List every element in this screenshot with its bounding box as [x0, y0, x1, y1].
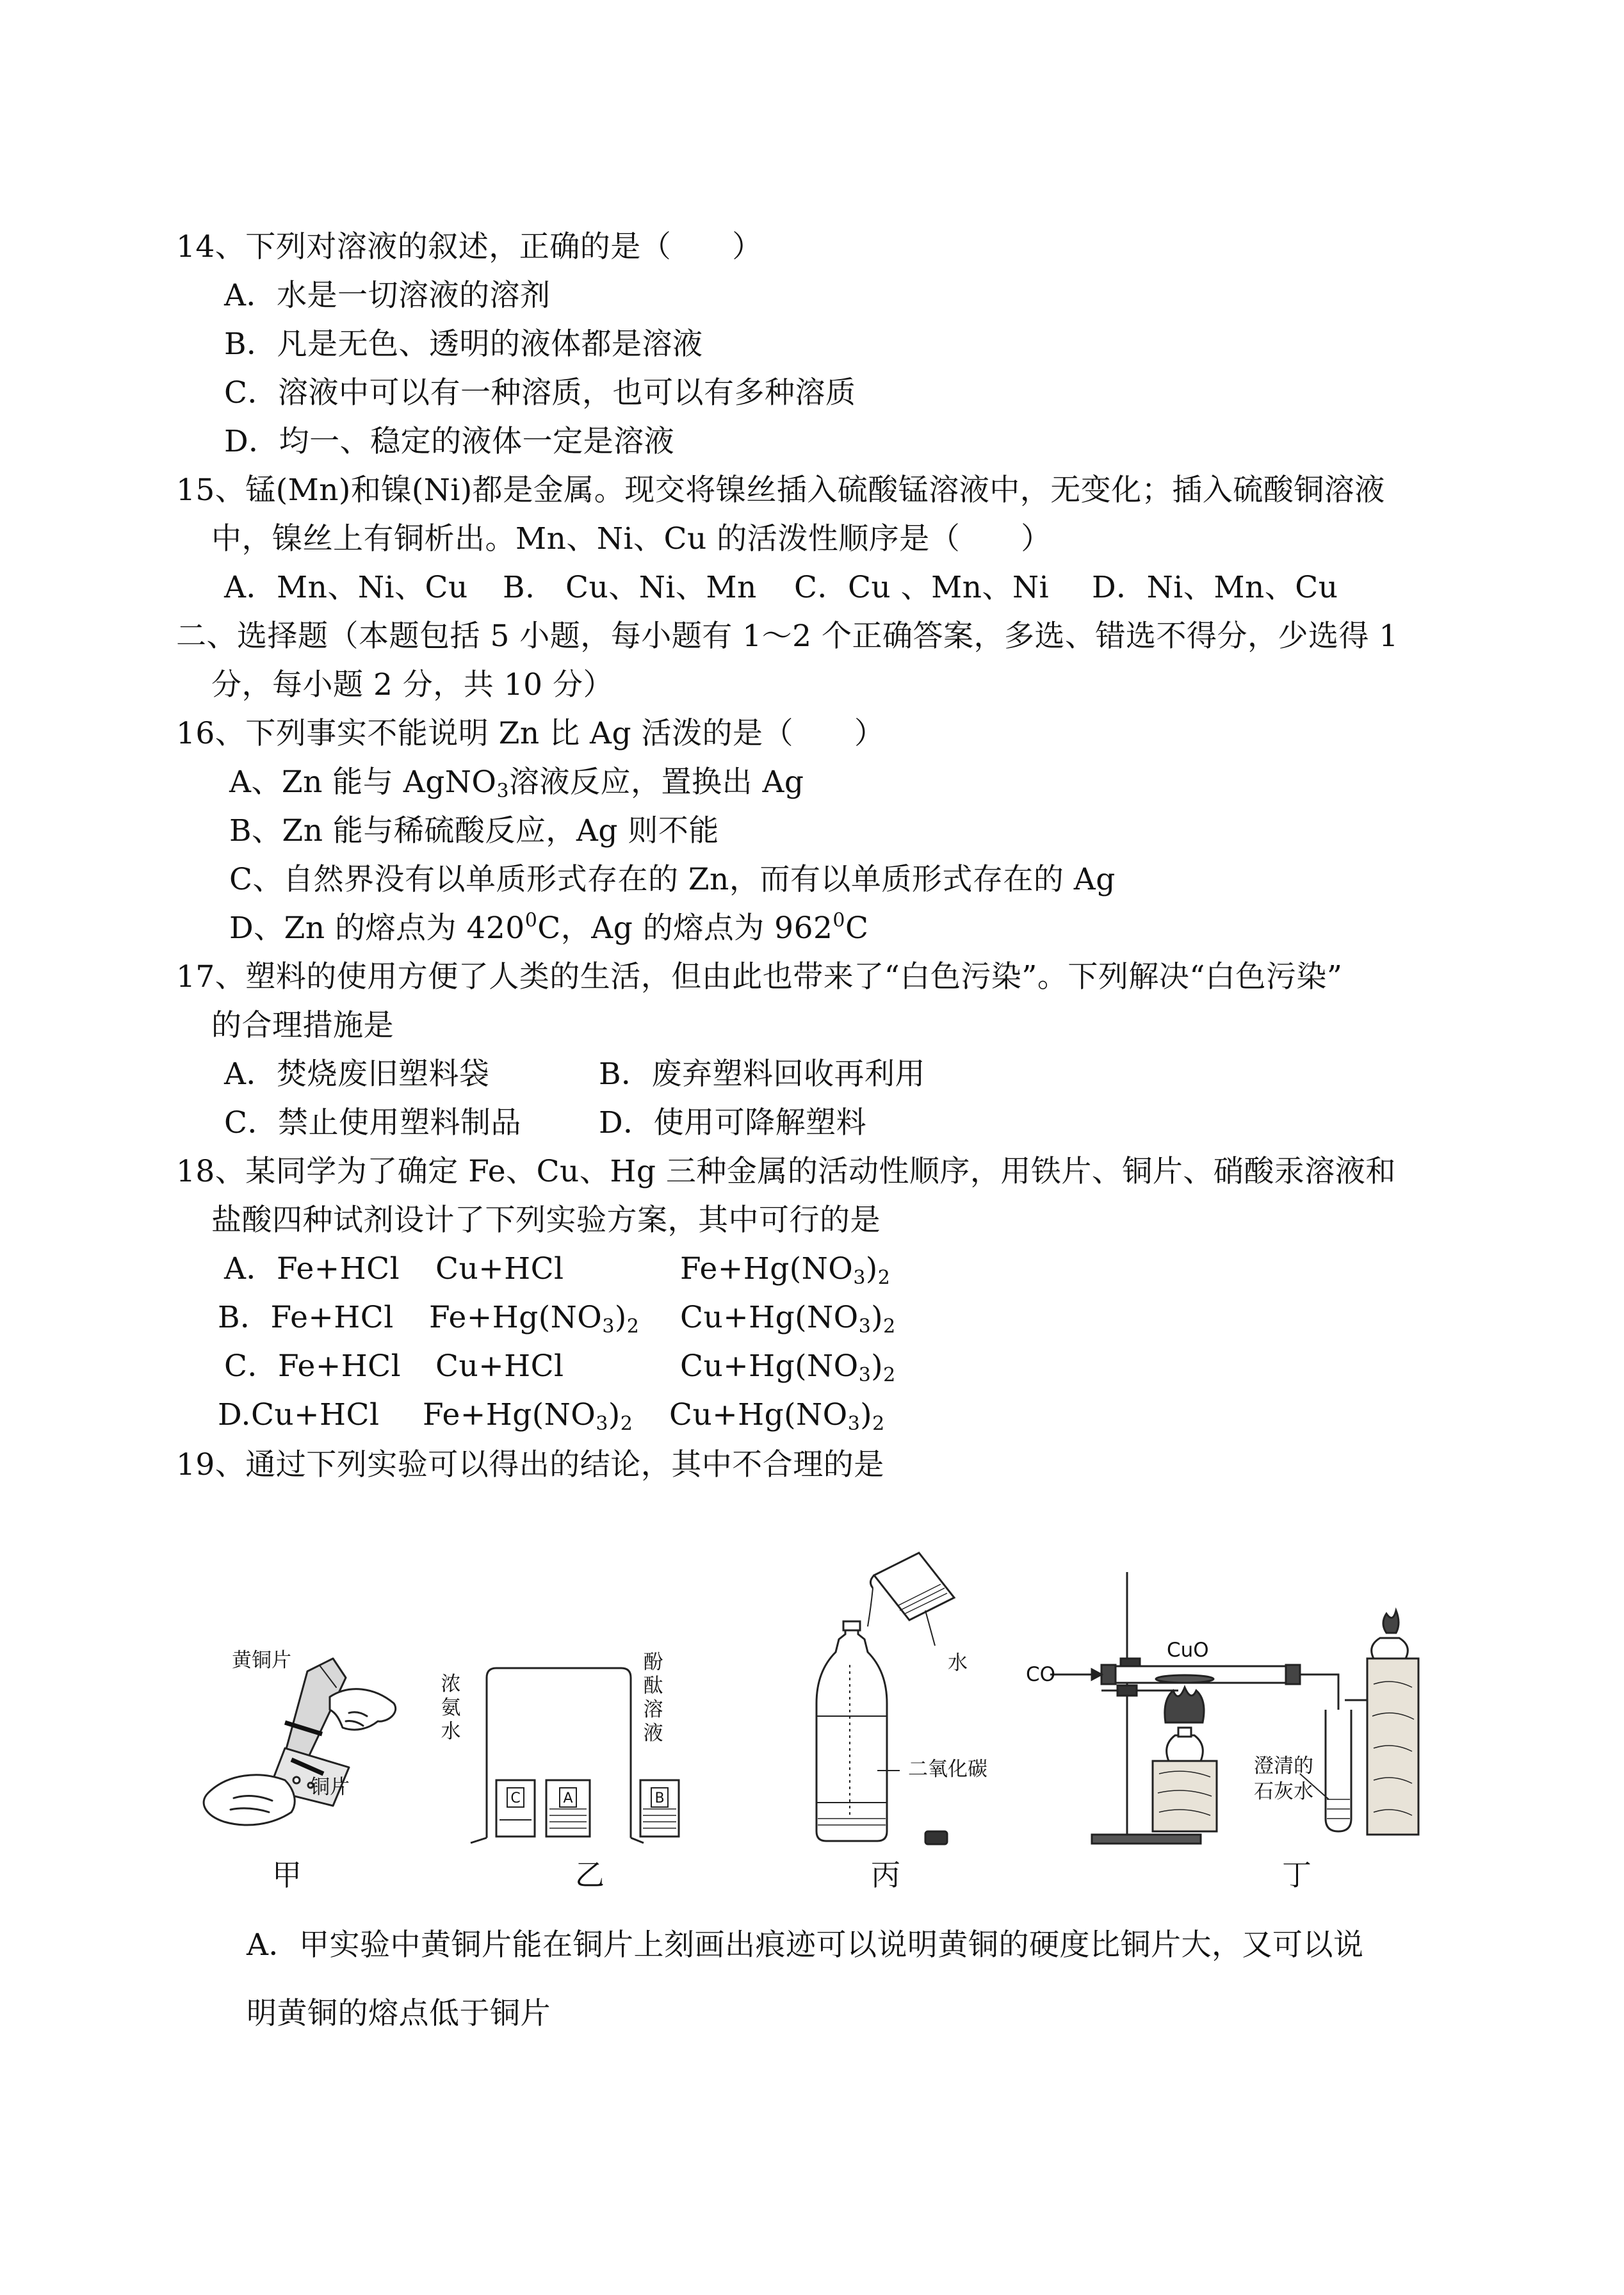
label-water: 水 [948, 1651, 968, 1675]
figure-yi-caption: 乙 [575, 1858, 605, 1892]
label-cuo: CuO [1167, 1639, 1209, 1662]
label-phenolphthalein: 酚酞溶液 [643, 1651, 663, 1745]
label-brass-strip: 黄铜片 [232, 1649, 291, 1672]
q16-option-a: A、Zn 能与 AgNO$_3$溶液反应，置换出 Ag [229, 765, 804, 802]
q19-option-a-line1: A．甲实验中黄铜片能在铜片上刻画出痕迹可以说明黄铜的硬度比铜片大，又可以说 [247, 1927, 1364, 1963]
q18-stem-line1: 18、某同学为了确定 Fe、Cu、Hg 三种金属的活动性顺序，用铁片、铜片、硝酸汞溶液和 [176, 1154, 1396, 1189]
q15-option-c: C．Cu 、Mn、Ni [794, 570, 1050, 605]
figure-bing-caption: 丙 [871, 1858, 900, 1892]
q15-option-b: B. Cu、Ni、Mn [503, 570, 757, 605]
q15-option-a: A．Mn、Ni、Cu [224, 570, 468, 605]
q19-stem: 19、通过下列实验可以得出的结论，其中不合理的是 [176, 1447, 884, 1482]
q15-stem-line2: 中，镍丝上有铜析出。Mn、Ni、Cu 的活泼性顺序是（ ） [211, 521, 1052, 556]
section2-header-line2: 分，每小题 2 分，共 10 分） [211, 667, 613, 702]
q16-option-d: D、Zn 的熔点为 $420^0C$，Ag 的熔点为 $962^0C$ [229, 909, 869, 946]
label-conc-ammonia: 浓氨水 [441, 1673, 461, 1743]
q14-option-b: B．凡是无色、透明的液体都是溶液 [224, 327, 703, 362]
exam-page: 14、下列对溶液的叙述，正确的是（ ） A．水是一切溶液的溶剂 B．凡是无色、透明的液体都是溶液 C．溶液中可以有一种溶质，也可以有多种溶质 D．均一、稳定的液体一定是溶液 15、锰(Mn)和镍(Ni)都是金属。现交将镍丝插入硫酸锰溶液中，无变化；插入硫酸铜溶液 中，镍丝上有铜析出。Mn、Ni、Cu 的活泼性顺序是（ ） A．Mn、Ni、Cu B. Cu、Ni、Mn C．Cu 、Mn、Ni D．Ni、Mn、Cu 二、选择题（本题包括 5 小题，每小题有 1～2 个正确答案，多选、错选不得分，少选得 1 分，每小题 2 分，共 10 分） 16、下列事实不能说明 Zn 比 Ag 活泼的是（ ） A、Zn 能与 AgNO$_3$溶液反应，置换出 Ag B、Zn 能与稀硫酸反应，Ag 则不能 C、自然界没有以单质形式存在的 Zn，而有以单质形式存在的 Ag D、Zn 的熔点为 $420^0C$，Ag 的熔点为 $962^0C$ 17、塑料的使用方便了人类的生活，但由此也带来了“白色污染”。下列解决“白色污染” 的合理措施是 A．焚烧废旧塑料袋 B．废弃塑料回收再利用 C．禁止使用塑料制品 D．使用可降解塑料 18、某同学为了确定 Fe、Cu、Hg 三种金属的活动性顺序，用铁片、铜片、硝酸汞溶液和 盐酸四种试剂设计了下列实验方案，其中可行的是 A．Fe+HCl Cu+HCl $Fe+Hg(NO_3)_2$ B．Fe+HCl $Fe+Hg(NO_3)_2$ $Cu+Hg(NO_3)_2$ C．Fe+HCl Cu+HCl $Cu+Hg(NO_3)_2$ D.Cu+HCl $Fe+Hg(NO_3)_2$ $Cu+Hg(NO_3)_2$ 19、通过下列实验可以得出的结论，其中不合理的是 黄铜片 铜片 甲 C A B 浓氨水 酚酞溶液 乙 水 二氧化碳 丙 CO CuO 澄清的石灰水 丁 A．甲实验中黄铜片能在铜片上刻画出痕迹可以说明黄铜的硬度比铜片大，又可以说 明黄铜的熔点低于铜片 [0, 0, 1624, 2295]
q16-option-c: C、自然界没有以单质形式存在的 Zn，而有以单质形式存在的 Ag [229, 862, 1116, 897]
q16-stem: 16、下列事实不能说明 Zn 比 Ag 活泼的是（ ） [176, 716, 885, 751]
label-co-inlet: CO [1026, 1663, 1056, 1686]
figure-ding-caption: 丁 [1282, 1858, 1311, 1892]
q15-option-d: D．Ni、Mn、Cu [1092, 570, 1338, 605]
q17-stem-line1: 17、塑料的使用方便了人类的生活，但由此也带来了“白色污染”。下列解决“白色污染” [176, 959, 1343, 994]
section2-header-line1: 二、选择题（本题包括 5 小题，每小题有 1～2 个正确答案，多选、错选不得分，少选得 1 [176, 619, 1399, 654]
q19-option-a-line2: 明黄铜的熔点低于铜片 [247, 1996, 551, 2031]
q17-option-b: B．废弃塑料回收再利用 [599, 1057, 926, 1092]
q17-option-a: A．焚烧废旧塑料袋 [224, 1057, 490, 1092]
q17-stem-line2: 的合理措施是 [211, 1008, 394, 1043]
beaker-b-letter: B [654, 1790, 665, 1806]
q14-option-a: A．水是一切溶液的溶剂 [224, 278, 551, 313]
q17-option-c: C．禁止使用塑料制品 [224, 1105, 521, 1140]
q14-stem: 14、下列对溶液的叙述，正确的是（ ） [176, 229, 763, 264]
q17-option-d: D．使用可降解塑料 [599, 1105, 867, 1140]
q15-stem-line1: 15、锰(Mn)和镍(Ni)都是金属。现交将镍丝插入硫酸锰溶液中，无变化；插入硫酸铜溶液 [176, 473, 1385, 508]
figure-jia-caption: 甲 [272, 1858, 302, 1892]
label-co2: 二氧化碳 [908, 1758, 987, 1781]
q14-option-d: D．均一、稳定的液体一定是溶液 [224, 424, 675, 459]
figure-ding-illustration [1037, 1562, 1473, 1851]
figure-jia-illustration [189, 1652, 419, 1844]
q16-option-b: B、Zn 能与稀硫酸反应，Ag 则不能 [229, 813, 719, 848]
q14-option-c: C．溶液中可以有一种溶质，也可以有多种溶质 [224, 375, 856, 410]
label-copper-strip: 铜片 [310, 1776, 350, 1799]
label-limewater: 澄清的石灰水 [1254, 1755, 1313, 1803]
beaker-a-letter: A [563, 1790, 573, 1806]
beaker-c-letter: C [510, 1790, 521, 1806]
figure-bing-illustration [797, 1550, 1028, 1851]
q18-stem-line2: 盐酸四种试剂设计了下列实验方案，其中可行的是 [211, 1203, 881, 1238]
